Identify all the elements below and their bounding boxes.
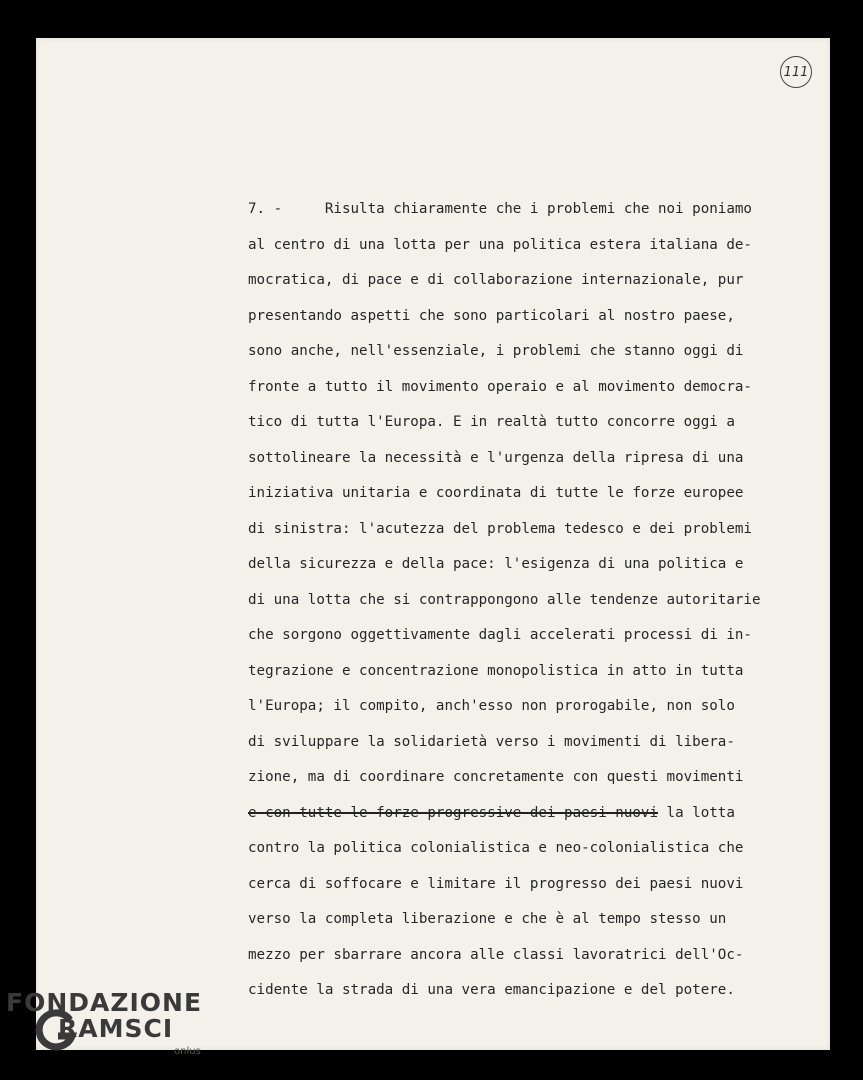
text-line: tico di tutta l'Europa. E in realtà tutto concorre oggi a: [248, 414, 735, 430]
struck-through-text: e con tutte le forze progressive dei paesi nuovi: [248, 804, 658, 821]
text-line: sottolineare la necessità e l'urgenza della ripresa di una: [248, 449, 744, 466]
text-line: al centro di una lotta per una politica estera italiana de-: [248, 236, 752, 253]
text-line: cidente la strada di una vera emancipazione e del potere.: [248, 982, 735, 998]
typewritten-text: [248, 194, 828, 1011]
watermark-line1: FONDAZIONE: [6, 988, 203, 1017]
text-line: della sicurezza e della pace: l'esigenza di una politica e: [248, 556, 744, 572]
text-line: mocratica, di pace e di collaborazione internazionale, pur: [248, 272, 744, 288]
text-line: presentando aspetti che sono particolari al nostro paese,: [248, 307, 735, 324]
text-line: zione, ma di coordinare concretamente con questi movimenti: [248, 769, 744, 785]
text-line-rest: la lotta: [658, 804, 735, 821]
text-line: che sorgono oggettivamente dagli accelerati processi di in-: [248, 627, 752, 643]
text-line-struck: [248, 798, 828, 834]
fondazione-gramsci-watermark: [0, 984, 240, 1080]
watermark-line2: RAMSCI: [58, 1014, 174, 1043]
text-line: di sinistra: l'acutezza del problema tedesco e dei problemi: [248, 520, 752, 537]
text-line: sono anche, nell'essenziale, i problemi che stanno oggi di: [248, 343, 744, 359]
text-line: contro la politica colonialistica e neo-colonialistica che: [248, 840, 744, 856]
page-number-text: 111: [783, 64, 809, 80]
text-line: 7. - Risulta chiaramente che i problemi che noi poniamo: [248, 201, 752, 217]
text-line: fronte a tutto il movimento operaio e al movimento democra-: [248, 378, 752, 395]
text-line: di sviluppare la solidarietà verso i movimenti di libera-: [248, 733, 735, 750]
text-line: iniziativa unitaria e coordinata di tutte le forze europee: [248, 485, 744, 501]
text-line: mezzo per sbarrare ancora alle classi lavoratrici dell'Oc-: [248, 946, 744, 963]
text-line: verso la completa liberazione e che è al tempo stesso un: [248, 911, 727, 927]
watermark-suffix: onlus: [174, 1046, 201, 1057]
text-line: l'Europa; il compito, anch'esso non prorogabile, non solo: [248, 698, 735, 714]
page-number-stamp: [780, 56, 812, 88]
text-line: cerca di soffocare e limitare il progresso dei paesi nuovi: [248, 875, 744, 892]
text-line: tegrazione e concentrazione monopolistica in atto in tutta: [248, 662, 744, 679]
text-line: di una lotta che si contrappongono alle tendenze autoritarie: [248, 591, 761, 608]
